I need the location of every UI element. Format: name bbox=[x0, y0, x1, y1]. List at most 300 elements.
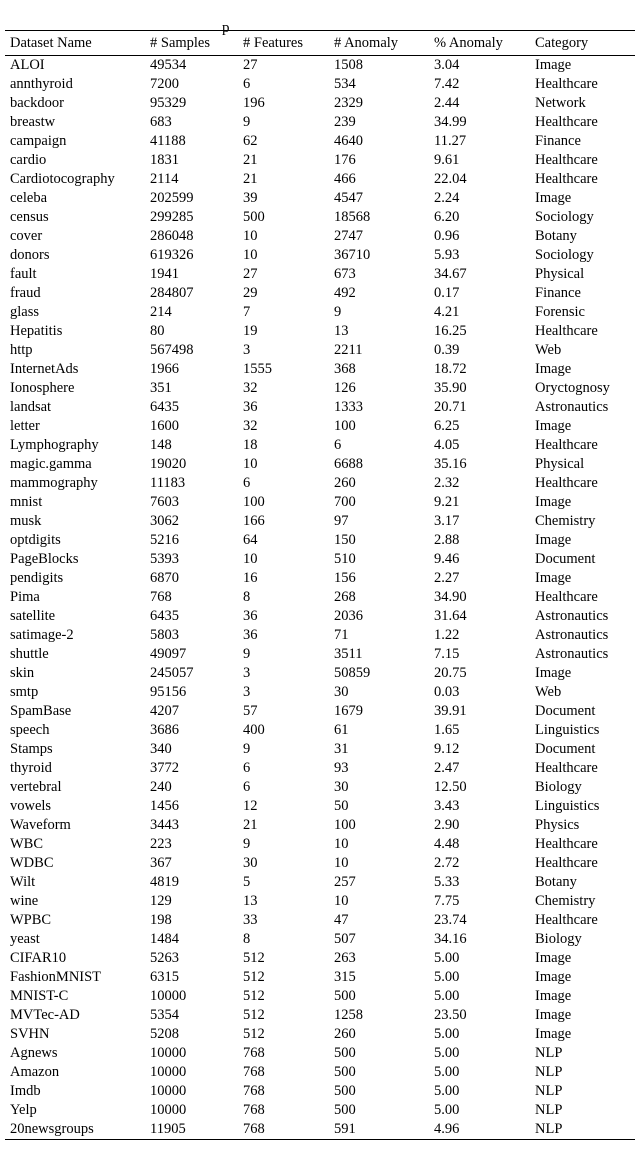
table-cell: 32 bbox=[243, 380, 258, 396]
table-cell: 2.88 bbox=[434, 532, 460, 548]
table-cell: 64 bbox=[243, 532, 258, 548]
table-cell: donors bbox=[10, 247, 50, 263]
table-cell: 5.00 bbox=[434, 1064, 460, 1080]
table-cell: 512 bbox=[243, 988, 265, 1004]
table-cell: Document bbox=[535, 703, 596, 719]
table-cell: 36 bbox=[243, 399, 258, 415]
table-cell: 47 bbox=[334, 912, 349, 928]
table-cell: 20.71 bbox=[434, 399, 467, 415]
table-cell: 1966 bbox=[150, 361, 179, 377]
table-cell: 1941 bbox=[150, 266, 179, 282]
table-cell: Image bbox=[535, 1007, 572, 1023]
table-row bbox=[5, 474, 635, 493]
table-cell: speech bbox=[10, 722, 50, 738]
table-row bbox=[5, 455, 635, 474]
table-cell: 23.74 bbox=[434, 912, 467, 928]
table-cell: 10000 bbox=[150, 1083, 187, 1099]
table-cell: optdigits bbox=[10, 532, 61, 548]
table-cell: 2.72 bbox=[434, 855, 460, 871]
table-cell: 6870 bbox=[150, 570, 179, 586]
table-cell: 4547 bbox=[334, 190, 363, 206]
table-cell: 9 bbox=[334, 304, 342, 320]
table-cell: 10 bbox=[243, 228, 258, 244]
table-cell: 7 bbox=[243, 304, 251, 320]
table-cell: 100 bbox=[334, 418, 356, 434]
table-cell: Waveform bbox=[10, 817, 71, 833]
table-cell: 5216 bbox=[150, 532, 179, 548]
table-cell: 150 bbox=[334, 532, 356, 548]
table-row bbox=[5, 246, 635, 265]
table-cell: 10 bbox=[243, 247, 258, 263]
table-cell: 768 bbox=[243, 1045, 265, 1061]
table-cell: 9.61 bbox=[434, 152, 460, 168]
table-cell: 510 bbox=[334, 551, 356, 567]
column-header-anomaly-pct: % Anomaly bbox=[434, 35, 503, 51]
table-cell: 368 bbox=[334, 361, 356, 377]
table-cell: 21 bbox=[243, 152, 258, 168]
table-cell: 34.90 bbox=[434, 589, 467, 605]
table-cell: 50 bbox=[334, 798, 349, 814]
table-cell: 1508 bbox=[334, 57, 363, 73]
table-cell: Healthcare bbox=[535, 152, 598, 168]
table-row bbox=[5, 227, 635, 246]
table-row bbox=[5, 531, 635, 550]
table-cell: Astronautics bbox=[535, 399, 609, 415]
table-cell: thyroid bbox=[10, 760, 52, 776]
table-row bbox=[5, 721, 635, 740]
table-cell: 4207 bbox=[150, 703, 179, 719]
table-cell: 202599 bbox=[150, 190, 194, 206]
table-row bbox=[5, 493, 635, 512]
table-cell: 5.00 bbox=[434, 988, 460, 1004]
table-cell: 11905 bbox=[150, 1121, 186, 1137]
table-cell: 31.64 bbox=[434, 608, 467, 624]
table-cell: 21 bbox=[243, 817, 258, 833]
table-cell: 2329 bbox=[334, 95, 363, 111]
table-cell: 36710 bbox=[334, 247, 371, 263]
table-cell: 268 bbox=[334, 589, 356, 605]
table-cell: 683 bbox=[150, 114, 172, 130]
table-cell: 5.93 bbox=[434, 247, 460, 263]
table-cell: 512 bbox=[243, 950, 265, 966]
table-cell: 19 bbox=[243, 323, 258, 339]
table-cell: 29 bbox=[243, 285, 258, 301]
table-cell: Stamps bbox=[10, 741, 53, 757]
table-cell: 9.21 bbox=[434, 494, 460, 510]
table-cell: 36 bbox=[243, 627, 258, 643]
table-cell: Biology bbox=[535, 931, 582, 947]
table-cell: 1258 bbox=[334, 1007, 363, 1023]
table-row bbox=[5, 683, 635, 702]
table-cell: 367 bbox=[150, 855, 172, 871]
table-row bbox=[5, 170, 635, 189]
table-cell: 34.67 bbox=[434, 266, 467, 282]
table-row bbox=[5, 436, 635, 455]
table-cell: 13 bbox=[334, 323, 349, 339]
table-cell: Healthcare bbox=[535, 323, 598, 339]
table-cell: Lymphography bbox=[10, 437, 99, 453]
table-cell: vertebral bbox=[10, 779, 62, 795]
table-cell: Healthcare bbox=[535, 76, 598, 92]
datasets-table bbox=[5, 30, 635, 1140]
table-cell: Physical bbox=[535, 266, 585, 282]
table-cell: Amazon bbox=[10, 1064, 60, 1080]
table-cell: mnist bbox=[10, 494, 43, 510]
table-cell: pendigits bbox=[10, 570, 64, 586]
table-row bbox=[5, 94, 635, 113]
table-cell: Healthcare bbox=[535, 589, 598, 605]
table-cell: musk bbox=[10, 513, 42, 529]
table-cell: Healthcare bbox=[535, 855, 598, 871]
table-cell: Physics bbox=[535, 817, 580, 833]
table-cell: 129 bbox=[150, 893, 172, 909]
table-cell: Hepatitis bbox=[10, 323, 63, 339]
table-cell: 62 bbox=[243, 133, 258, 149]
table-cell: Finance bbox=[535, 285, 581, 301]
table-cell: 57 bbox=[243, 703, 258, 719]
table-cell: 700 bbox=[334, 494, 356, 510]
table-cell: 500 bbox=[334, 1083, 356, 1099]
table-cell: 507 bbox=[334, 931, 356, 947]
table-cell: WDBC bbox=[10, 855, 54, 871]
table-cell: 30 bbox=[334, 684, 349, 700]
table-cell: 35.90 bbox=[434, 380, 467, 396]
table-cell: 6435 bbox=[150, 608, 179, 624]
table-caption-fragment: p bbox=[222, 20, 230, 36]
table-cell: 245057 bbox=[150, 665, 194, 681]
table-cell: 36 bbox=[243, 608, 258, 624]
table-cell: 166 bbox=[243, 513, 265, 529]
table-row bbox=[5, 1025, 635, 1044]
table-cell: 7.15 bbox=[434, 646, 460, 662]
table-cell: Linguistics bbox=[535, 798, 600, 814]
table-row bbox=[5, 379, 635, 398]
table-cell: celeba bbox=[10, 190, 48, 206]
table-cell: 61 bbox=[334, 722, 349, 738]
table-cell: Document bbox=[535, 741, 596, 757]
table-cell: 500 bbox=[334, 988, 356, 1004]
table-row bbox=[5, 322, 635, 341]
table-cell: Agnews bbox=[10, 1045, 58, 1061]
table-cell: 6315 bbox=[150, 969, 179, 985]
table-cell: 35.16 bbox=[434, 456, 467, 472]
table-cell: 1456 bbox=[150, 798, 179, 814]
table-cell: skin bbox=[10, 665, 35, 681]
column-header-dataset-name: Dataset Name bbox=[10, 35, 92, 51]
table-row bbox=[5, 398, 635, 417]
table-cell: 148 bbox=[150, 437, 172, 453]
table-cell: Healthcare bbox=[535, 475, 598, 491]
table-cell: 39.91 bbox=[434, 703, 467, 719]
table-cell: 100 bbox=[334, 817, 356, 833]
table-cell: 5.00 bbox=[434, 950, 460, 966]
table-cell: Document bbox=[535, 551, 596, 567]
table-cell: 10000 bbox=[150, 1045, 187, 1061]
table-cell: 30 bbox=[334, 779, 349, 795]
table-cell: 156 bbox=[334, 570, 356, 586]
table-cell: 2.44 bbox=[434, 95, 460, 111]
table-cell: census bbox=[10, 209, 49, 225]
table-row bbox=[5, 1120, 635, 1140]
table-cell: 49534 bbox=[150, 57, 187, 73]
table-cell: Cardiotocography bbox=[10, 171, 115, 187]
table-cell: 3686 bbox=[150, 722, 179, 738]
table-cell: Image bbox=[535, 1026, 572, 1042]
table-row bbox=[5, 797, 635, 816]
table-row bbox=[5, 132, 635, 151]
table-cell: 284807 bbox=[150, 285, 194, 301]
table-cell: Pima bbox=[10, 589, 40, 605]
table-cell: 50859 bbox=[334, 665, 371, 681]
table-cell: PageBlocks bbox=[10, 551, 79, 567]
table-cell: Image bbox=[535, 988, 572, 1004]
table-cell: 4.21 bbox=[434, 304, 460, 320]
table-cell: Wilt bbox=[10, 874, 36, 890]
table-cell: 1555 bbox=[243, 361, 272, 377]
table-cell: Image bbox=[535, 532, 572, 548]
table-row bbox=[5, 56, 635, 76]
table-cell: MNIST-C bbox=[10, 988, 69, 1004]
table-cell: 7.75 bbox=[434, 893, 460, 909]
table-cell: 2.32 bbox=[434, 475, 460, 491]
table-cell: 16.25 bbox=[434, 323, 467, 339]
table-cell: 33 bbox=[243, 912, 258, 928]
table-cell: Linguistics bbox=[535, 722, 600, 738]
table-cell: 10000 bbox=[150, 1102, 187, 1118]
table-cell: 6 bbox=[243, 760, 251, 776]
table-row bbox=[5, 835, 635, 854]
table-cell: breastw bbox=[10, 114, 56, 130]
table-row bbox=[5, 740, 635, 759]
table-cell: Biology bbox=[535, 779, 582, 795]
table-cell: 768 bbox=[243, 1083, 265, 1099]
table-cell: 2036 bbox=[334, 608, 363, 624]
table-cell: 1831 bbox=[150, 152, 179, 168]
table-cell: 10 bbox=[334, 836, 349, 852]
table-row bbox=[5, 588, 635, 607]
table-cell: 11.27 bbox=[434, 133, 467, 149]
table-cell: 10000 bbox=[150, 988, 187, 1004]
table-cell: 34.99 bbox=[434, 114, 467, 130]
table-cell: 27 bbox=[243, 57, 258, 73]
table-cell: fraud bbox=[10, 285, 41, 301]
table-cell: 239 bbox=[334, 114, 356, 130]
table-cell: satimage-2 bbox=[10, 627, 74, 643]
table-cell: 31 bbox=[334, 741, 349, 757]
table-cell: 49097 bbox=[150, 646, 187, 662]
table-cell: 512 bbox=[243, 1026, 265, 1042]
table-cell: 3.17 bbox=[434, 513, 460, 529]
column-header-anomaly: # Anomaly bbox=[334, 35, 399, 51]
table-cell: letter bbox=[10, 418, 40, 434]
table-cell: 126 bbox=[334, 380, 356, 396]
table-row bbox=[5, 75, 635, 94]
table-cell: 5.00 bbox=[434, 1083, 460, 1099]
table-cell: 534 bbox=[334, 76, 356, 92]
table-cell: Sociology bbox=[535, 209, 594, 225]
table-row bbox=[5, 854, 635, 873]
table-cell: 34.16 bbox=[434, 931, 467, 947]
table-row bbox=[5, 987, 635, 1006]
table-cell: 95329 bbox=[150, 95, 187, 111]
table-cell: Image bbox=[535, 950, 572, 966]
table-cell: 4640 bbox=[334, 133, 363, 149]
table-cell: 768 bbox=[150, 589, 172, 605]
table-cell: 6 bbox=[243, 779, 251, 795]
table-cell: NLP bbox=[535, 1121, 563, 1137]
table-cell: 6.20 bbox=[434, 209, 460, 225]
table-cell: 7200 bbox=[150, 76, 179, 92]
table-cell: 3443 bbox=[150, 817, 179, 833]
table-row bbox=[5, 417, 635, 436]
table-cell: 263 bbox=[334, 950, 356, 966]
table-cell: 80 bbox=[150, 323, 165, 339]
table-cell: 0.03 bbox=[434, 684, 460, 700]
table-cell: shuttle bbox=[10, 646, 49, 662]
table-cell: wine bbox=[10, 893, 39, 909]
table-cell: 41188 bbox=[150, 133, 186, 149]
table-cell: 2.27 bbox=[434, 570, 460, 586]
table-cell: 257 bbox=[334, 874, 356, 890]
table-cell: Healthcare bbox=[535, 437, 598, 453]
table-cell: 10 bbox=[243, 456, 258, 472]
table-row bbox=[5, 1044, 635, 1063]
table-cell: 3 bbox=[243, 684, 251, 700]
column-header-samples: # Samples bbox=[150, 35, 211, 51]
table-cell: 2.90 bbox=[434, 817, 460, 833]
table-cell: 5.00 bbox=[434, 1026, 460, 1042]
table-cell: 2.24 bbox=[434, 190, 460, 206]
table-cell: 6688 bbox=[334, 456, 363, 472]
table-cell: Web bbox=[535, 684, 562, 700]
column-header-features: # Features bbox=[243, 35, 303, 51]
table-cell: 466 bbox=[334, 171, 356, 187]
table-cell: 4.48 bbox=[434, 836, 460, 852]
table-cell: 11183 bbox=[150, 475, 186, 491]
table-cell: SVHN bbox=[10, 1026, 50, 1042]
table-cell: NLP bbox=[535, 1102, 563, 1118]
table-cell: 5.00 bbox=[434, 1102, 460, 1118]
table-cell: 97 bbox=[334, 513, 349, 529]
table-cell: 198 bbox=[150, 912, 172, 928]
table-row bbox=[5, 550, 635, 569]
table-cell: Image bbox=[535, 57, 572, 73]
table-cell: CIFAR10 bbox=[10, 950, 67, 966]
table-row bbox=[5, 664, 635, 683]
table-cell: 5354 bbox=[150, 1007, 179, 1023]
table-cell: 5.33 bbox=[434, 874, 460, 890]
table-cell: Forensic bbox=[535, 304, 585, 320]
table-cell: 23.50 bbox=[434, 1007, 467, 1023]
table-row bbox=[5, 360, 635, 379]
table-cell: 5.00 bbox=[434, 969, 460, 985]
table-cell: Yelp bbox=[10, 1102, 37, 1118]
table-cell: 2747 bbox=[334, 228, 363, 244]
table-row bbox=[5, 284, 635, 303]
table-cell: FashionMNIST bbox=[10, 969, 102, 985]
table-cell: 500 bbox=[243, 209, 265, 225]
table-row bbox=[5, 759, 635, 778]
table-cell: Image bbox=[535, 494, 572, 510]
table-cell: 768 bbox=[243, 1064, 265, 1080]
table-cell: satellite bbox=[10, 608, 56, 624]
table-cell: 8 bbox=[243, 931, 251, 947]
table-row bbox=[5, 949, 635, 968]
table-cell: 1484 bbox=[150, 931, 179, 947]
table-cell: 10 bbox=[243, 551, 258, 567]
table-row bbox=[5, 911, 635, 930]
table-cell: 619326 bbox=[150, 247, 194, 263]
table-cell: SpamBase bbox=[10, 703, 72, 719]
table-row bbox=[5, 607, 635, 626]
table-cell: 6 bbox=[243, 76, 251, 92]
table-cell: annthyroid bbox=[10, 76, 73, 92]
table-cell: 4.05 bbox=[434, 437, 460, 453]
table-cell: MVTec-AD bbox=[10, 1007, 80, 1023]
table-cell: http bbox=[10, 342, 33, 358]
table-cell: 5263 bbox=[150, 950, 179, 966]
table-cell: 1679 bbox=[334, 703, 363, 719]
table-row bbox=[5, 303, 635, 322]
table-cell: 5.00 bbox=[434, 1045, 460, 1061]
table-cell: 500 bbox=[334, 1045, 356, 1061]
table-cell: 27 bbox=[243, 266, 258, 282]
table-cell: Astronautics bbox=[535, 627, 609, 643]
table-cell: 10 bbox=[334, 893, 349, 909]
table-cell: Image bbox=[535, 665, 572, 681]
table-cell: Ionosphere bbox=[10, 380, 75, 396]
table-cell: 22.04 bbox=[434, 171, 467, 187]
table-cell: magic.gamma bbox=[10, 456, 92, 472]
table-cell: Chemistry bbox=[535, 513, 596, 529]
paper-page bbox=[0, 20, 640, 1174]
table-cell: 6.25 bbox=[434, 418, 460, 434]
table-cell: backdoor bbox=[10, 95, 64, 111]
table-row bbox=[5, 778, 635, 797]
table-cell: Imdb bbox=[10, 1083, 41, 1099]
table-cell: Image bbox=[535, 570, 572, 586]
table-cell: 492 bbox=[334, 285, 356, 301]
table-cell: 567498 bbox=[150, 342, 194, 358]
table-row bbox=[5, 816, 635, 835]
table-cell: 21 bbox=[243, 171, 258, 187]
table-cell: Image bbox=[535, 190, 572, 206]
table-cell: 4.96 bbox=[434, 1121, 460, 1137]
table-cell: 500 bbox=[334, 1064, 356, 1080]
table-cell: 93 bbox=[334, 760, 349, 776]
table-cell: 9 bbox=[243, 114, 251, 130]
table-cell: 240 bbox=[150, 779, 172, 795]
table-row bbox=[5, 189, 635, 208]
table-cell: fault bbox=[10, 266, 37, 282]
table-cell: 1333 bbox=[334, 399, 363, 415]
table-cell: 0.39 bbox=[434, 342, 460, 358]
table-cell: 214 bbox=[150, 304, 172, 320]
table-cell: 9 bbox=[243, 741, 251, 757]
table-cell: Healthcare bbox=[535, 912, 598, 928]
table-row bbox=[5, 113, 635, 132]
table-cell: 100 bbox=[243, 494, 265, 510]
table-cell: 9.46 bbox=[434, 551, 460, 567]
table-cell: 4819 bbox=[150, 874, 179, 890]
table-cell: 5803 bbox=[150, 627, 179, 643]
table-cell: 768 bbox=[243, 1102, 265, 1118]
table-cell: cardio bbox=[10, 152, 47, 168]
table-cell: 9.12 bbox=[434, 741, 460, 757]
table-row bbox=[5, 892, 635, 911]
table-cell: ALOI bbox=[10, 57, 45, 73]
table-cell: 299285 bbox=[150, 209, 194, 225]
